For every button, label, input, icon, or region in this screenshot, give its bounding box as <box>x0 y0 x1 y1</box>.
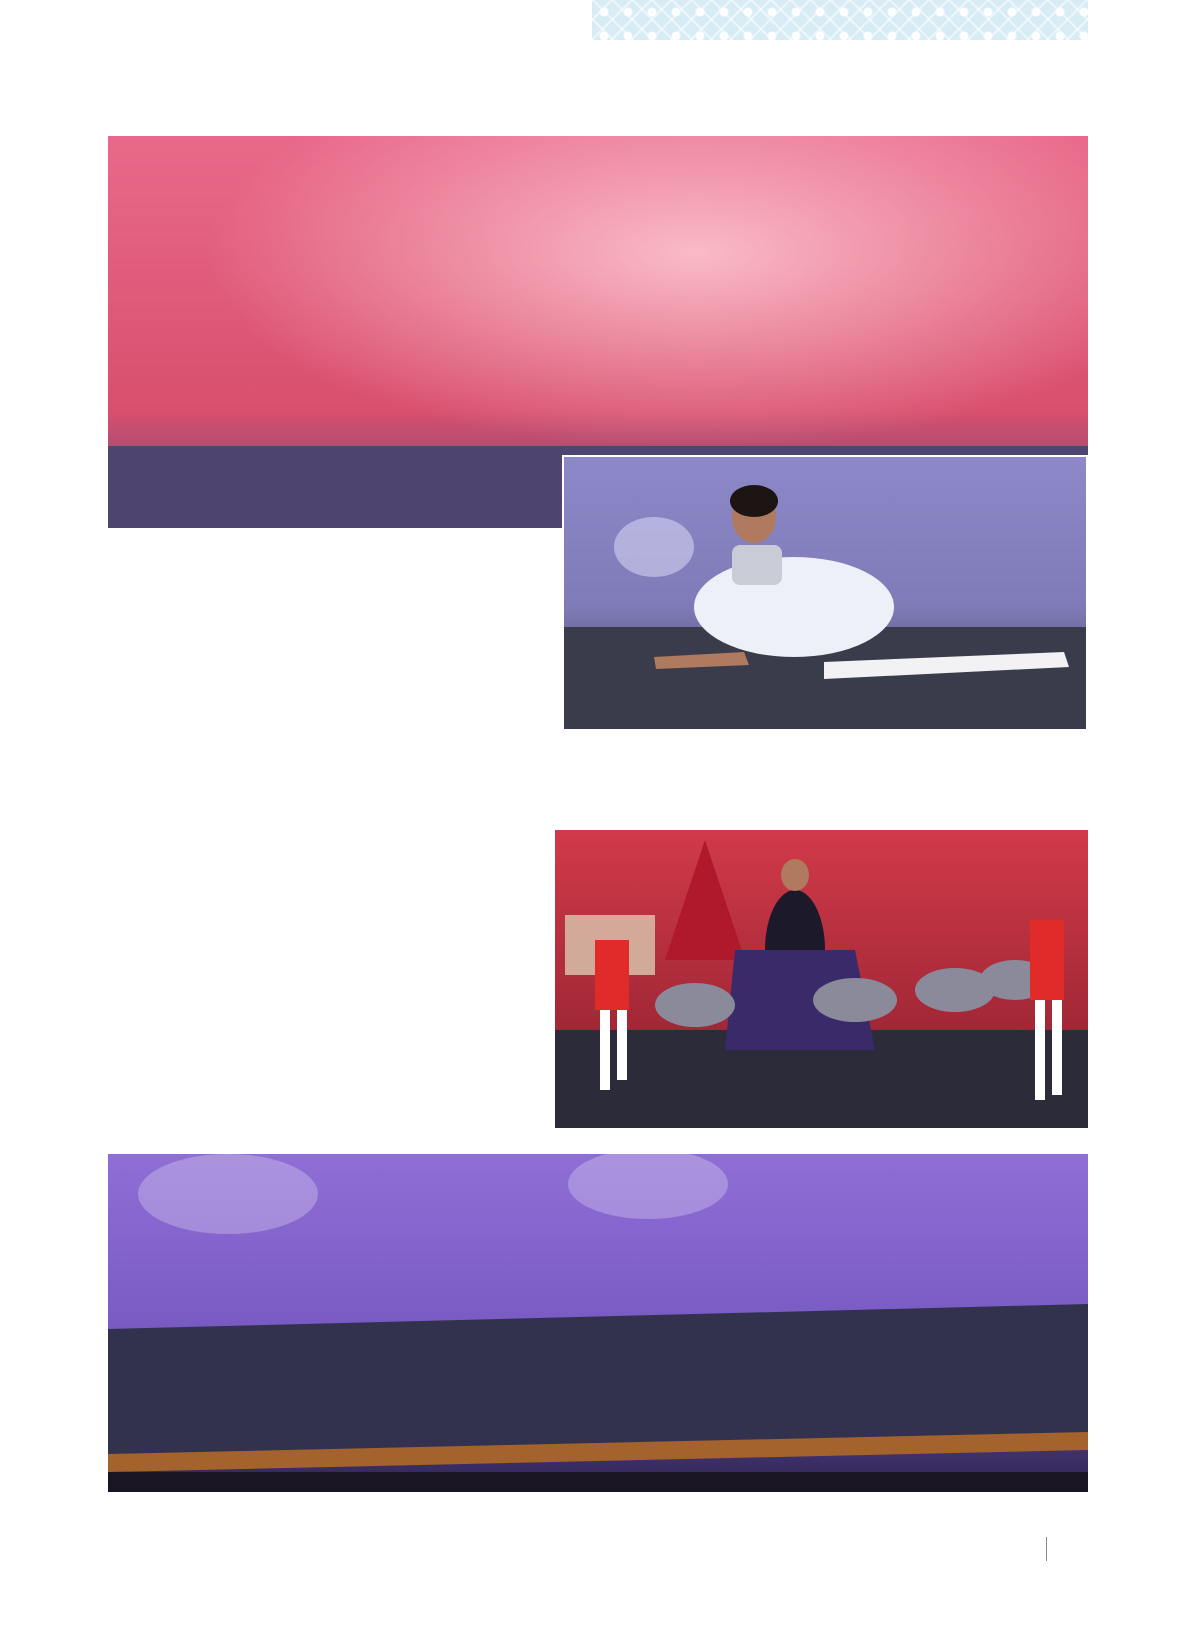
article-body-2 <box>108 850 528 865</box>
header-pattern <box>592 0 1088 40</box>
footer-separator <box>1046 1537 1047 1561</box>
photo-white-tutu-dancer <box>562 455 1088 731</box>
photo-nutcracker-scene <box>555 830 1088 1128</box>
photo-blue-tutu-ballet <box>108 1154 1088 1492</box>
